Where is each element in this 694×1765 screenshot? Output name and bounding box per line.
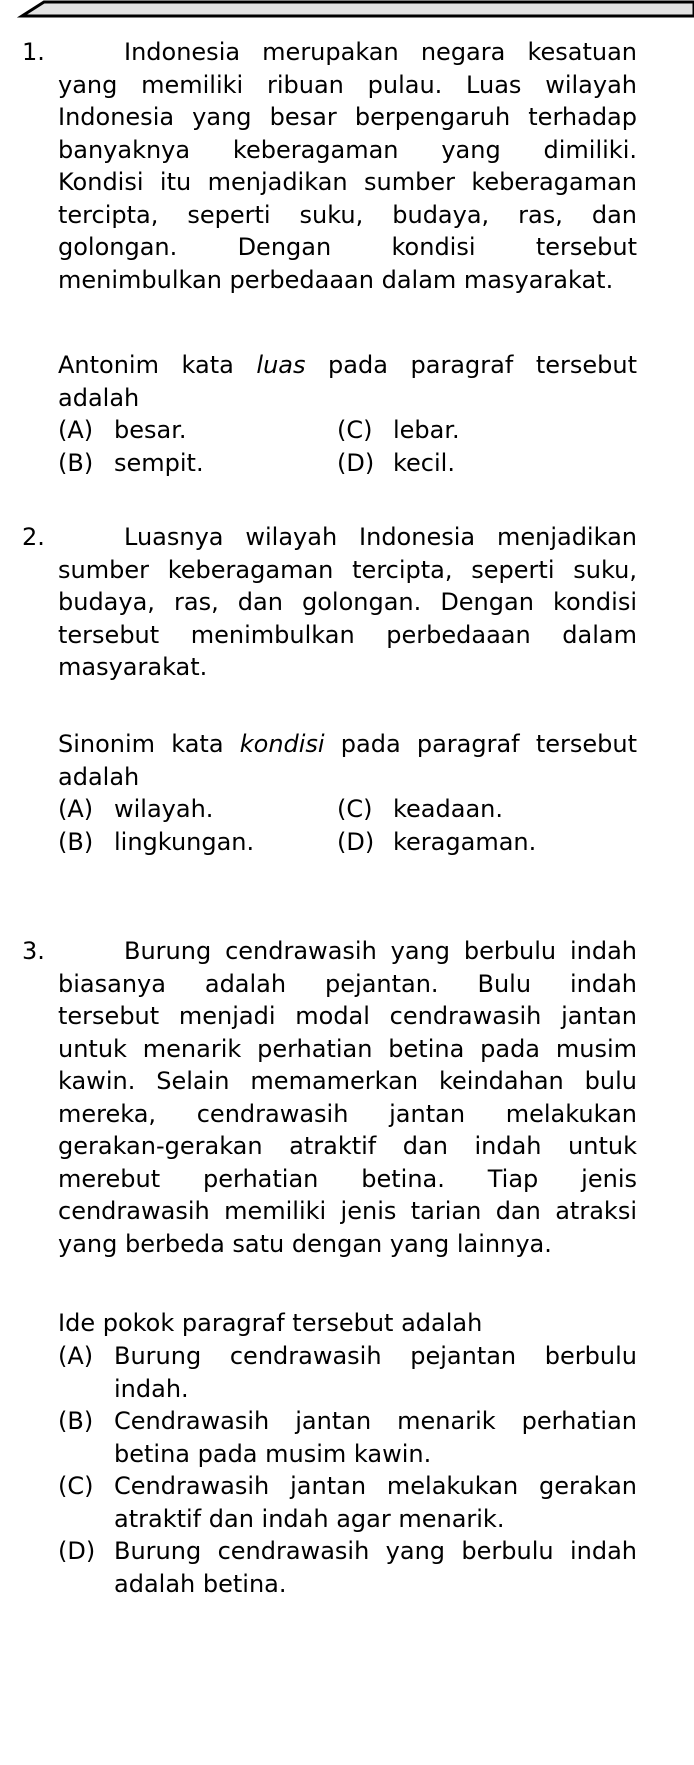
option-d[interactable]: (D) Burung cendrawasih yang berbulu indah adalah betina. [58, 1537, 637, 1598]
option-b[interactable]: (B) Cendrawasih jantan menarik perhatian betina pada musim kawin. [58, 1407, 637, 1468]
option-c[interactable]: (C) Cendrawasih jantan melakukan gerakan atraktif dan indah agar menarik. [58, 1472, 637, 1533]
question-stem [58, 1307, 637, 1340]
paragraph-line: cendrawasih memiliki jenis tarian dan atraksi [58, 1197, 637, 1225]
question-number: 3. [22, 937, 45, 965]
option-c[interactable]: (C) lebar. [337, 416, 460, 444]
paragraph-line: mereka, cendrawasih jantan melakukan [58, 1099, 637, 1128]
paragraph-line: biasanya adalah pejantan. Bulu indah [58, 969, 637, 998]
top-bar-graphic [0, 0, 694, 18]
paragraph-line: kawin. Selain memamerkan keindahan bulu [58, 1067, 637, 1095]
keyword: kondisi [239, 730, 325, 758]
question-number: 2. [22, 523, 45, 551]
top-decorative-bar [0, 0, 694, 18]
paragraph-line: Luasnya wilayah Indonesia menjadikan [124, 523, 637, 551]
paragraph-line: sumber keberagaman tercipta, seperti suku, [58, 555, 637, 584]
paragraph-line: Kondisi itu menjadikan sumber keberagaman [58, 168, 637, 196]
keyword: luas [256, 351, 306, 379]
option-b[interactable]: (B) sempit. [58, 448, 204, 477]
stem-line: Ide pokok paragraf tersebut adalah [58, 1309, 483, 1337]
answer-options [58, 414, 637, 479]
question-stem [58, 728, 637, 793]
paragraph-line: golongan. Dengan kondisi tersebut [58, 233, 637, 261]
question-paragraph [58, 521, 637, 684]
paragraph-line: tersebut menimbulkan perbedaaan dalam [58, 620, 637, 649]
option-c[interactable]: (C) keadaan. [337, 795, 504, 823]
option-b[interactable]: (B) lingkungan. [58, 827, 255, 856]
option-a[interactable]: (A) wilayah. [58, 795, 214, 823]
paragraph-line: Indonesia merupakan negara kesatuan [124, 38, 637, 66]
stem-line: Sinonim kata kondisi pada paragraf tersebut [58, 730, 637, 758]
paragraph-line: masyarakat. [58, 653, 208, 681]
paragraph-line: tersebut menjadi modal cendrawasih jantan [58, 1002, 637, 1030]
question-3 [0, 935, 694, 1655]
paragraph-line: budaya, ras, dan golongan. Dengan kondisi [58, 588, 637, 616]
question-2 [0, 521, 694, 861]
paragraph-line: Burung cendrawasih yang berbulu indah [124, 937, 637, 965]
stem-line: adalah [58, 762, 140, 791]
paragraph-line: merebut perhatian betina. Tiap jenis [58, 1164, 637, 1193]
question-number: 1. [22, 38, 45, 66]
question-paragraph [58, 935, 637, 1260]
paragraph-line: gerakan-gerakan atraktif dan indah untuk [58, 1132, 637, 1160]
paragraph-line: untuk menarik perhatian betina pada musim [58, 1034, 637, 1063]
paragraph-line: yang memiliki ribuan pulau. Luas wilayah [58, 70, 637, 99]
paragraph-line: banyaknya keberagaman yang dimiliki. [58, 135, 637, 164]
paragraph-line: menimbulkan perbedaaan dalam masyarakat. [58, 265, 614, 294]
paragraph-line: Indonesia yang besar berpengaruh terhadap [58, 103, 637, 131]
question-paragraph [58, 36, 637, 296]
answer-options [58, 1340, 637, 1600]
stem-line: Antonim kata luas pada paragraf tersebut [58, 351, 637, 379]
option-d[interactable]: (D) kecil. [337, 448, 455, 477]
question-stem [58, 349, 637, 414]
question-1 [0, 36, 694, 496]
answer-options [58, 793, 637, 858]
option-d[interactable]: (D) keragaman. [337, 827, 537, 856]
stem-line: adalah [58, 383, 140, 412]
option-a[interactable]: (A) besar. [58, 416, 187, 444]
paragraph-line: yang berbeda satu dengan yang lainnya. [58, 1229, 552, 1258]
option-a[interactable]: (A) Burung cendrawasih pejantan berbulu indah. [58, 1342, 637, 1403]
paragraph-line: tercipta, seperti suku, budaya, ras, dan [58, 200, 637, 229]
